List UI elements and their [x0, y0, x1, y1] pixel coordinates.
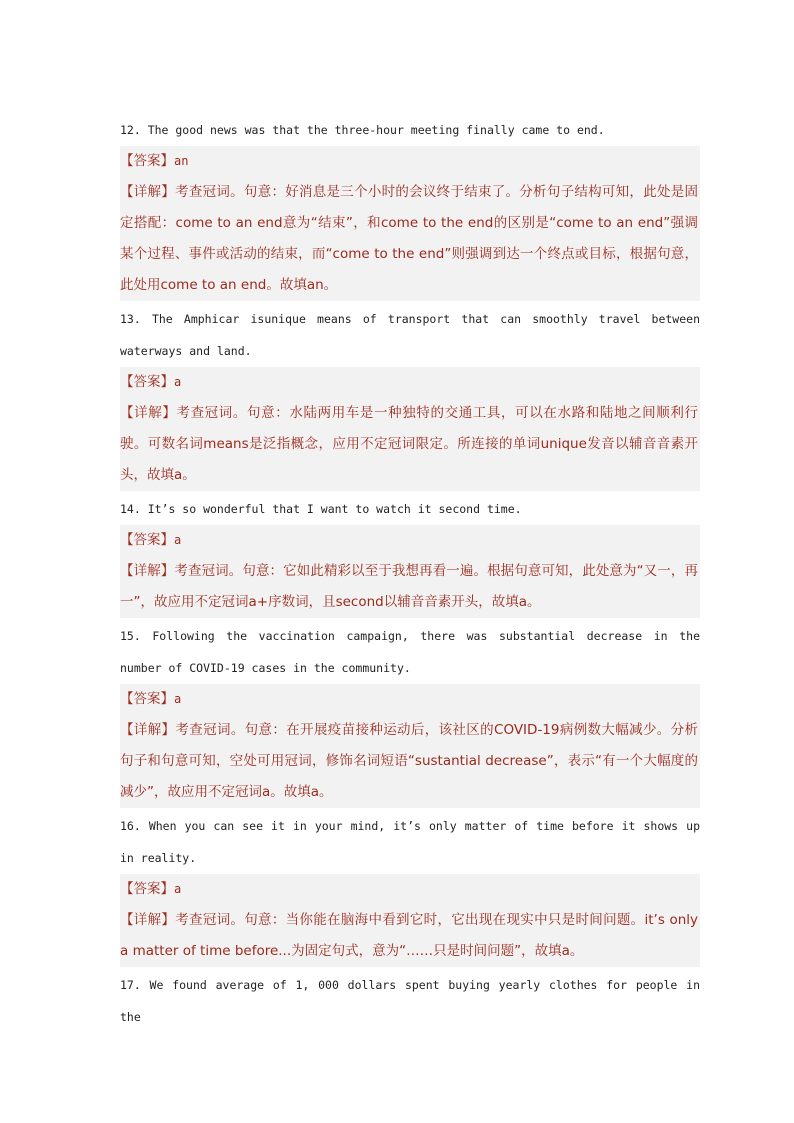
question-16: 16. When you can see it in your mind, it’s only matter of time before it shows up in reality.	[120, 819, 700, 865]
detail-label: 【详解】	[120, 722, 176, 738]
detail-label: 【详解】	[120, 405, 177, 421]
answer-15	[120, 684, 700, 715]
answer-value: a	[174, 375, 182, 389]
document-content	[120, 114, 700, 1033]
answer-label: 【答案】	[120, 153, 174, 169]
answer-13	[120, 367, 700, 398]
answer-value: a	[174, 692, 182, 706]
detail-text: 考查冠词。句意：当你能在脑海中看到它时，它出现在现实中只是时间问题。it’s only a matter of time before...为固定句式，意为“……只是时间问题”，故填a。	[120, 912, 699, 959]
detail-text: 考查冠词。句意：好消息是三个小时的会议终于结束了。分析句子结构可知，此处是固定搭配：come to an end意为“结束”，和come to the end的区别是“come to an end”强调某个过程、事件或活动的结束，而“come to the end”则强调到达一个终点或目标，根据句意，此处用come to an end。故填an。	[120, 184, 699, 293]
answer-label: 【答案】	[120, 374, 174, 390]
answer-value: an	[174, 154, 189, 168]
detail-label: 【详解】	[120, 563, 175, 579]
detail-text: 考查冠词。句意：水陆两用车是一种独特的交通工具，可以在水路和陆地之间顺利行驶。可数名词means是泛指概念，应用不定冠词限定。所连接的单词unique发音以辅音音素开头，故填a。	[120, 405, 699, 483]
detail-16	[120, 905, 700, 967]
detail-text: 考查冠词。句意：在开展疫苗接种运动后，该社区的COVID-19病例数大幅减少。分析句子和句意可知，空处可用冠词，修饰名词短语“sustantial decrease”，表示“有一个大幅度的减少”，故应用不定冠词a。故填a。	[120, 722, 699, 800]
answer-label: 【答案】	[120, 532, 174, 548]
detail-15	[120, 715, 700, 808]
detail-label: 【详解】	[120, 184, 176, 200]
question-14: 14. It’s so wonderful that I want to watch it second time.	[120, 502, 522, 516]
detail-12	[120, 177, 700, 301]
answer-value: a	[174, 882, 182, 896]
question-15: 15. Following the vaccination campaign, there was substantial decrease in the number of COVID-19 cases in the community.	[120, 629, 700, 675]
detail-label: 【详解】	[120, 912, 176, 928]
detail-14	[120, 556, 700, 618]
answer-label: 【答案】	[120, 881, 174, 897]
question-13: 13. The Amphicar isunique means of transport that can smoothly travel between waterways and land.	[120, 312, 700, 358]
answer-16	[120, 874, 700, 905]
question-12: 12. The good news was that the three-hour meeting finally came to end.	[120, 123, 605, 137]
detail-text: 考查冠词。句意：它如此精彩以至于我想再看一遍。根据句意可知，此处意为“又一，再一”，故应用不定冠词a+序数词，且second以辅音音素开头，故填a。	[120, 563, 699, 610]
answer-label: 【答案】	[120, 691, 174, 707]
answer-14	[120, 525, 700, 556]
detail-13	[120, 398, 700, 491]
answer-12	[120, 146, 700, 177]
question-17: 17. We found average of 1, 000 dollars spent buying yearly clothes for people in the	[120, 978, 700, 1024]
answer-value: a	[174, 533, 182, 547]
